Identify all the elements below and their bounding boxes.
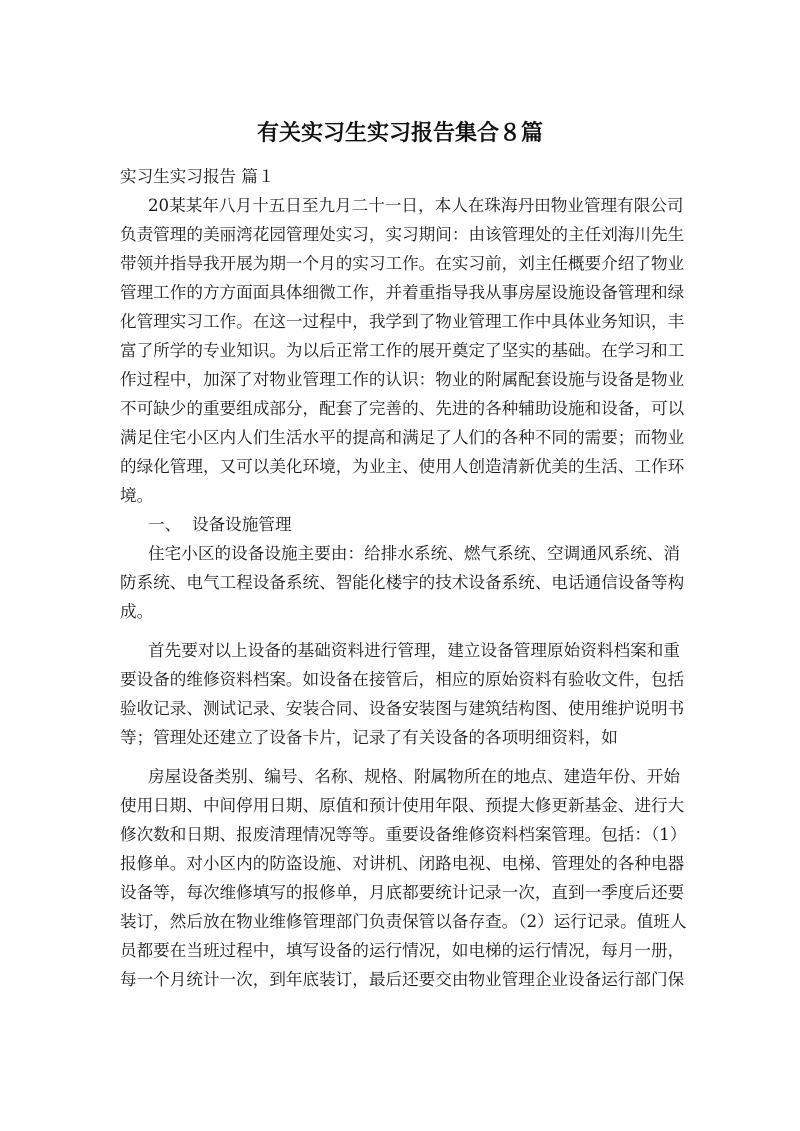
section-heading [120, 510, 680, 539]
document-title: 有关实习生实习报告集合８篇 [256, 121, 543, 146]
text-line: 等；管理处还建立了设备卡片，记录了有关设备的各项明细资料，如 [120, 728, 618, 747]
text-line: 报修单。对小区内的防盗设施、对讲机、闭路电视、电梯、管理处的各种电器 [120, 854, 685, 873]
text-line: 要设备的维修资料档案。如设备在接管后，相应的原始资料有验收文件，包括 [120, 670, 685, 689]
paragraph-intro [120, 191, 685, 510]
heading-text: 设备设施管理 [192, 515, 292, 534]
text-line: 验收记录、测试记录、安装合同、设备安装图与建筑结构图、使用维护说明书 [120, 699, 685, 718]
text-line: 首先要对以上设备的基础资料进行管理，建立设备管理原始资料档案和重 [148, 641, 680, 660]
text-line: 成。 [120, 602, 154, 621]
text-line: 不可缺少的重要组成部分，配套了完善的、先进的各种辅助设施和设备，可以 [120, 399, 685, 418]
paragraph-gap [120, 752, 680, 762]
text-line: 修次数和日期、报废清理情况等等。重要设备维修资料档案管理。包括：（1） [120, 825, 687, 844]
paragraph-equipment [120, 762, 687, 994]
text-line: 作过程中，加深了对物业管理工作的认识：物业的附属配套设施与设备是物业 [120, 370, 685, 389]
text-line: 住宅小区的设备设施主要由：给排水系统、燃气系统、空调通风系统、消 [148, 544, 680, 563]
text-line: 防系统、电气工程设备系统、智能化楼宇的技术设备系统、电话通信设备等构 [120, 573, 685, 592]
paragraph-gap [120, 626, 680, 636]
text-line: 使用日期、中间停用日期、原值和预计使用年限、预提大修更新基金、进行大 [120, 796, 685, 815]
text-line: 化管理实习工作。在这一过程中，我学到了物业管理工作中具体业务知识，丰 [120, 312, 685, 331]
text-line: 管理工作的方方面面具体细微工作，并着重指导我从事房屋设施设备管理和绿 [120, 283, 685, 302]
text-line: 房屋设备类别、编号、名称、规格、附属物所在的地点、建造年份、开始 [148, 767, 680, 786]
text-line: 富了所学的专业知识。为以后正常工作的展开奠定了坚实的基础。在学习和工 [120, 341, 685, 360]
text-line: 带领并指导我开展为期一个月的实习工作。在实习前，刘主任概要介绍了物业 [120, 254, 685, 273]
text-line: 负责管理的美丽湾花园管理处实习，实习期间：由该管理处的主任刘海川先生 [120, 225, 685, 244]
paragraph-records [120, 636, 685, 752]
paragraph-facilities [120, 539, 685, 626]
text-line: 20某某年八月十五日至九月二十一日，本人在珠海丹田物业管理有限公司 [148, 196, 684, 215]
text-line: 设备等，每次维修填写的报修单，月底都要统计记录一次，直到一季度后还要 [120, 883, 685, 902]
text-line: 装订，然后放在物业维修管理部门负责保管以备存查。（2）运行记录。值班人 [120, 912, 687, 931]
text-line: 境。 [120, 486, 154, 505]
section-label: 实习生实习报告 篇１ [120, 167, 275, 186]
text-line: 的绿化管理，又可以美化环境，为业主、使用人创造清新优美的生活、工作环 [120, 457, 685, 476]
text-line: 满足住宅小区内人们生活水平的提高和满足了人们的各种不同的需要；而物业 [120, 428, 685, 447]
text-line: 员都要在当班过程中，填写设备的运行情况，如电梯的运行情况，每月一册， [120, 941, 685, 960]
text-line: 每一个月统计一次，到年底装订，最后还要交由物业管理企业设备运行部门保 [120, 970, 685, 989]
document-body [120, 162, 687, 994]
heading-number: 一、 [148, 515, 182, 534]
